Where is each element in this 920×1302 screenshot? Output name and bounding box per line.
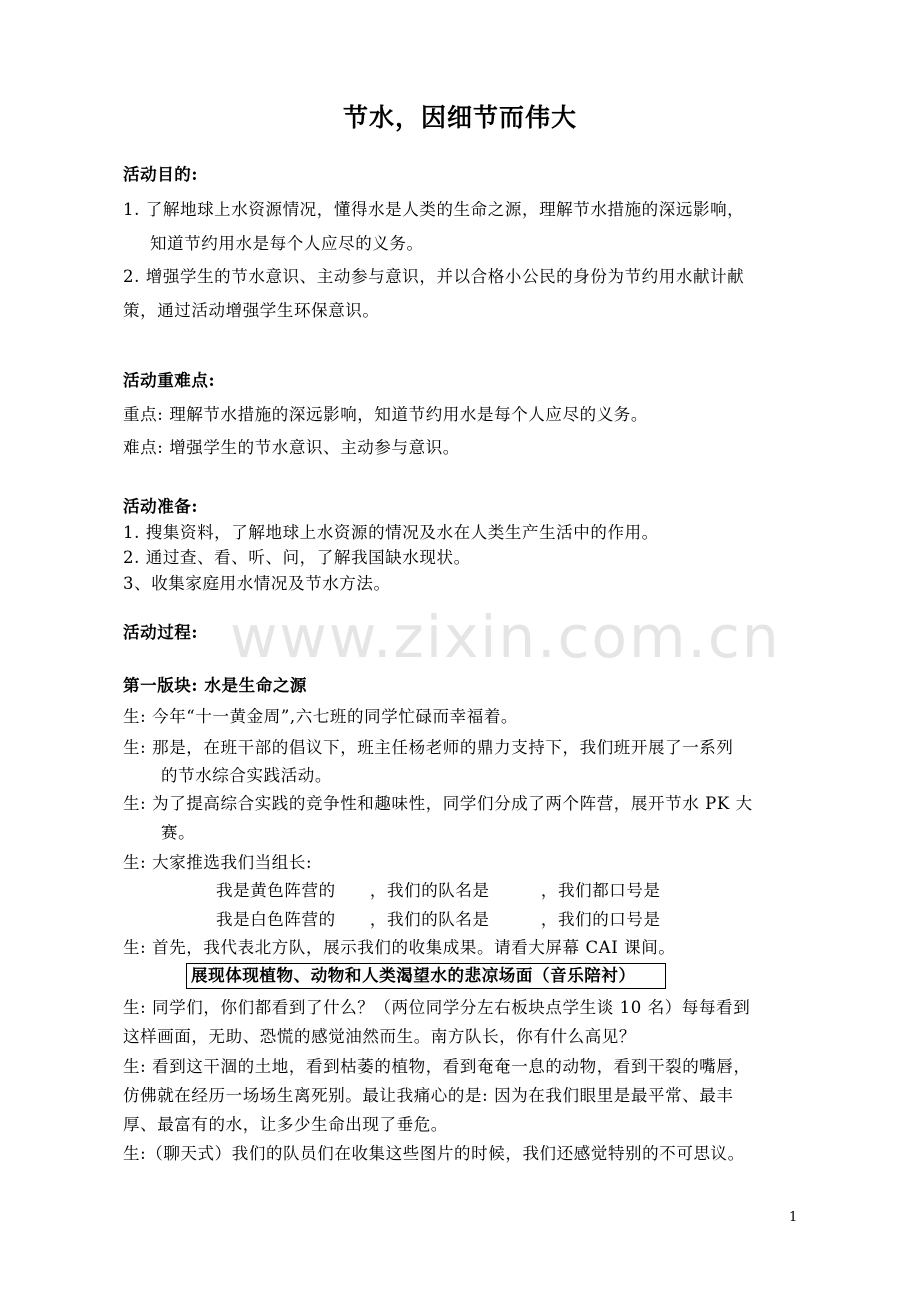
process-line-13: 仿佛就在经历一场场生离死别。最让我痛心的是: 因为在我们眼里是最平常、最丰 [123, 1086, 734, 1105]
process-line-9: 生: 首先，我代表北方队，展示我们的收集成果。请看大屏幕 CAI 课间。 [123, 938, 676, 957]
process-line-4: 生: 为了提高综合实践的竞争性和趣味性，同学们分成了两个阵营，展开节水 PK 大 [123, 794, 753, 813]
page-title: 节水，因细节而伟大 [342, 103, 577, 132]
boxed-stage-note: 展现体现植物、动物和人类渴望水的悲凉场面（音乐陪衬） [186, 963, 666, 989]
purpose-line-1: 1. 了解地球上水资源情况，懂得水是人类的生命之源，理解节水措施的深远影响， [123, 200, 745, 219]
process-line-2: 生: 那是，在班干部的倡议下，班主任杨老师的鼎力支持下，我们班开展了一系列 [123, 738, 734, 757]
process-line-5: 赛。 [161, 823, 196, 842]
purpose-line-2: 知道节约用水是每个人应尽的义务。 [150, 234, 424, 253]
purpose-line-4: 策，通过活动增强学生环保意识。 [123, 301, 380, 320]
page-number: 1 [789, 1210, 798, 1225]
watermark: www.zixin.com.cn [230, 603, 781, 671]
block-heading-1: 第一版块: 水是生命之源 [123, 676, 308, 695]
section-heading-purpose: 活动目的: [123, 165, 199, 184]
process-line-14: 厚、最富有的水，让多少生命出现了垂危。 [123, 1115, 448, 1134]
preparation-line-3: 3、收集家庭用水情况及节水方法。 [123, 574, 391, 593]
key-point-line-2: 难点: 增强学生的节水意识、主动参与意识。 [123, 438, 460, 457]
process-line-6: 生: 大家推选我们当组长: [123, 853, 313, 872]
process-line-1: 生: 今年“十一黄金周”,六七班的同学忙碌而幸福着。 [123, 707, 519, 726]
process-line-3: 的节水综合实践活动。 [161, 766, 332, 785]
process-line-15: 生:（聊天式）我们的队员们在收集这些图片的时候，我们还感觉特别的不可思议。 [123, 1144, 745, 1163]
preparation-line-2: 2. 通过查、看、听、问，了解我国缺水现状。 [123, 548, 471, 567]
preparation-line-1: 1. 搜集资料，了解地球上水资源的情况及水在人类生产生活中的作用。 [123, 523, 659, 542]
section-heading-process: 活动过程: [123, 623, 199, 642]
key-point-line-1: 重点: 理解节水措施的深远影响，知道节约用水是每个人应尽的义务。 [123, 405, 649, 424]
process-line-12: 生: 看到这干涸的土地，看到枯萎的植物，看到奄奄一息的动物，看到干裂的嘴唇， [123, 1057, 751, 1076]
process-line-10: 生: 同学们，你们都看到了什么？（两位同学分左右板块点学生谈 10 名）每每看到 [123, 998, 751, 1017]
process-line-11: 这样画面，无助、恐慌的感觉油然而生。南方队长，你有什么高见？ [123, 1027, 636, 1046]
process-line-8: 我是白色阵营的 ，我们的队名是 ，我们的口号是 [216, 910, 661, 929]
process-line-7: 我是黄色阵营的 ，我们的队名是 ，我们都口号是 [216, 881, 661, 900]
purpose-line-3: 2. 增强学生的节水意识、主动参与意识，并以合格小公民的身份为节约用水献计献 [123, 267, 745, 286]
section-heading-preparation: 活动准备: [123, 497, 199, 516]
section-heading-key-points: 活动重难点: [123, 371, 216, 390]
